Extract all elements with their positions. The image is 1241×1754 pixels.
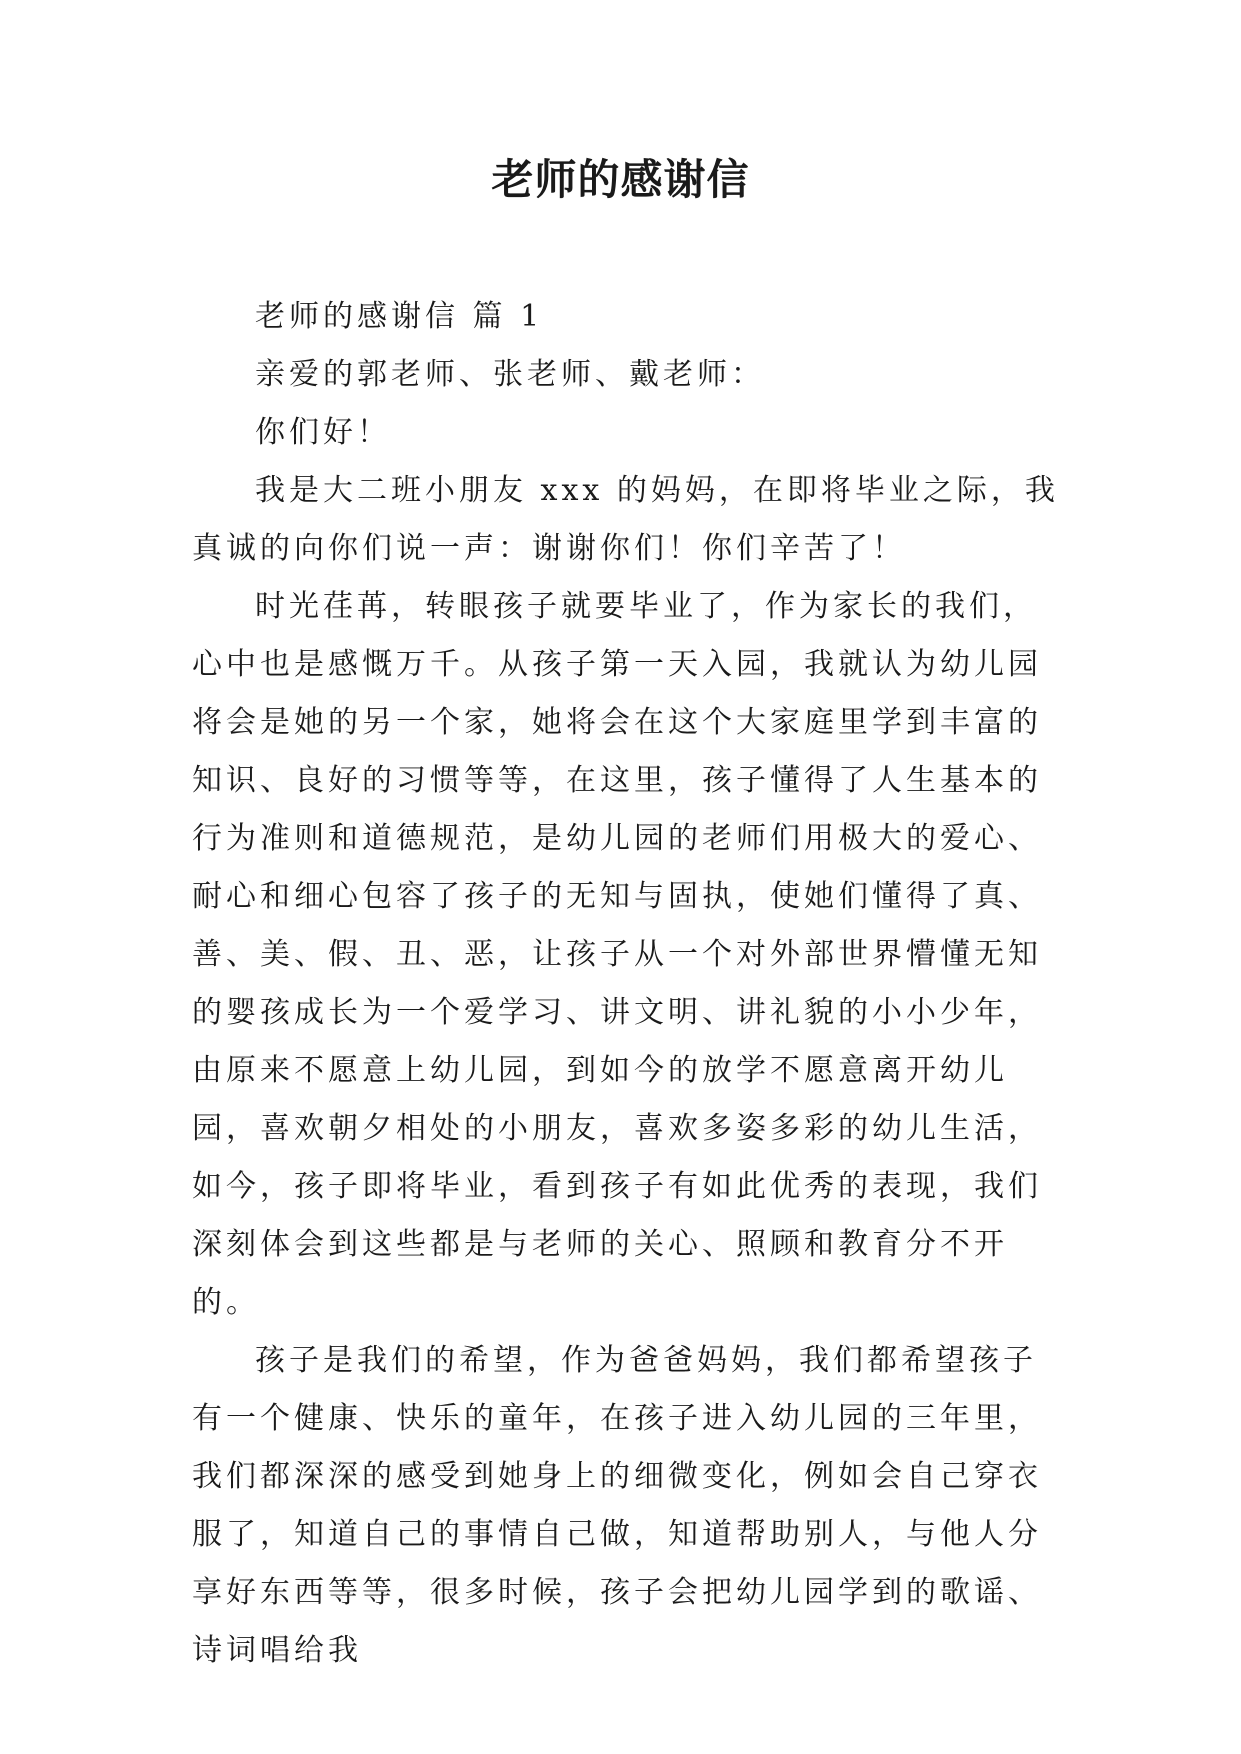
paragraph: 我是大二班小朋友 xxx 的妈妈，在即将毕业之际，我真诚的向你们说一声：谢谢你们！你们辛苦了！ xyxy=(192,473,1059,566)
paragraph: 时光荏苒，转眼孩子就要毕业了，作为家长的我们，心中也是感慨万千。从孩子第一天入园，我就认为幼儿园将会是她的另一个家，她将会在这个大家庭里学到丰富的知识、良好的习惯等等，在这里，孩子懂得了人生基本的行为准则和道德规范，是幼儿园的老师们用极大的爱心、耐心和细心包容了孩子的无知与固执，使她们懂得了真、善、美、假、丑、恶，让孩子从一个对外部世界懵懂无知的婴孩成长为一个爱学习、讲文明、讲礼貌的小小少年，由原来不愿意上幼儿园，到如今的放学不愿意离开幼儿园，喜欢朝夕相处的小朋友，喜欢多姿多彩的幼儿生活，如今，孩子即将毕业，看到孩子有如此优秀的表现，我们深刻体会到这些都是与老师的关心、照顾和教育分不开的。 xyxy=(192,589,1042,1320)
salutation: 亲爱的郭老师、张老师、戴老师： xyxy=(255,357,765,392)
paragraph: 孩子是我们的希望，作为爸爸妈妈，我们都希望孩子有一个健康、快乐的童年，在孩子进入幼儿园的三年里，我们都深深的感受到她身上的细微变化，例如会自己穿衣服了，知道自己的事情自己做，知道帮助别人，与他人分享好东西等等，很多时候，孩子会把幼儿园学到的歌谣、诗词唱给我 xyxy=(192,1343,1042,1668)
section-heading: 老师的感谢信 篇 1 xyxy=(255,299,544,334)
page-title: 老师的感谢信 xyxy=(491,155,750,204)
greeting: 你们好！ xyxy=(255,415,391,450)
letter-body xyxy=(192,288,1062,1680)
